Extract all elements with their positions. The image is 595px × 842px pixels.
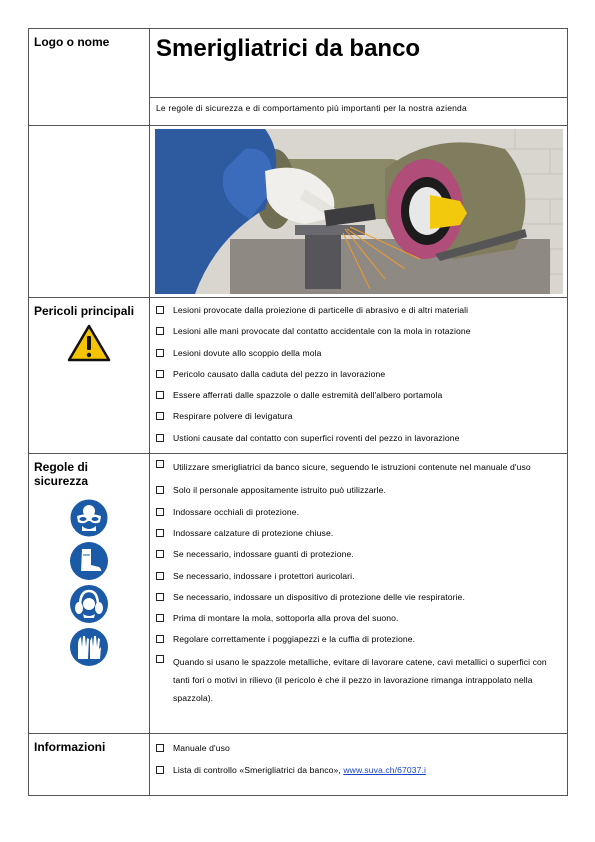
- dangers-list: [150, 298, 567, 445]
- info-label: Informazioni: [34, 740, 106, 755]
- safety-boots-icon: [69, 541, 109, 581]
- checklist-text: Lista di controllo «Smerigliatrici da banco»,: [173, 764, 344, 775]
- photo-cell: [150, 126, 568, 298]
- list-item: Lesioni provocate dalla proiezione di particelle di abrasivo e di altri materiali: [156, 304, 561, 317]
- list-item: Pericolo causato dalla caduta del pezzo in lavorazione: [156, 368, 561, 381]
- list-item: Quando si usano le spazzole metalliche, evitare di lavorare catene, cavi metallici o superfici con tanti fori o motivi in rilievo (il pericolo è che il pezzo in lavorazione rimanga intrappolato nella spazzola).: [156, 653, 561, 707]
- subtitle-cell: [150, 98, 568, 126]
- safety-goggles-icon: [69, 498, 109, 538]
- page-subtitle: Le regole di sicurezza e di comportamento più importanti per la nostra azienda: [156, 103, 467, 113]
- dangers-list-cell: [150, 298, 568, 454]
- bench-grinder-photo: [155, 129, 563, 294]
- list-item: Respirare polvere di levigatura: [156, 410, 561, 423]
- list-item: Essere afferrati dalle spazzole o dalle estremità dell'albero portamola: [156, 389, 561, 402]
- info-list-cell: [150, 734, 568, 796]
- warning-triangle-icon: [67, 324, 111, 362]
- logo-cell: [29, 29, 150, 126]
- list-item: Lesioni alle mani provocate dal contatto accidentale con la mola in rotazione: [156, 325, 561, 338]
- dangers-label-cell: [29, 298, 150, 454]
- list-item: Solo il personale appositamente istruito può utilizzarle.: [156, 484, 561, 497]
- list-item: Se necessario, indossare un dispositivo di protezione delle vie respiratorie.: [156, 591, 561, 604]
- checklist-item: [156, 764, 561, 777]
- ear-protection-icon: [69, 584, 109, 624]
- rules-label: Regole di sicurezza: [34, 460, 89, 489]
- photo-left-cell: [29, 126, 150, 298]
- title-cell: [150, 29, 568, 98]
- document-sheet: [28, 28, 567, 790]
- page-title: Smerigliatrici da banco: [156, 35, 421, 62]
- info-label-cell: [29, 734, 150, 796]
- list-item: Indossare calzature di protezione chiuse.: [156, 527, 561, 540]
- rules-label-cell: [29, 454, 150, 734]
- rules-list-cell: [150, 454, 568, 734]
- info-list: [150, 734, 567, 777]
- list-item: Ustioni causate dal contatto con superfici roventi del pezzo in lavorazione: [156, 432, 561, 445]
- checklist-link[interactable]: www.suva.ch/67037.i: [343, 764, 426, 775]
- list-item: Lesioni dovute allo scoppio della mola: [156, 347, 561, 360]
- safety-gloves-icon: [69, 627, 109, 667]
- list-item: Se necessario, indossare guanti di protezione.: [156, 548, 561, 561]
- dangers-label: Pericoli principali: [34, 304, 135, 318]
- manual-item: Manuale d'uso: [156, 742, 561, 755]
- logo-label: Logo o nome: [34, 35, 110, 49]
- rules-list: [150, 454, 567, 707]
- list-item: Utilizzare smerigliatrici da banco sicure, seguendo le istruzioni contenute nel manuale d'uso: [156, 458, 561, 476]
- list-item: Se necessario, indossare i protettori auricolari.: [156, 570, 561, 583]
- list-item: Prima di montare la mola, sottoporla alla prova del suono.: [156, 612, 561, 625]
- list-item: Indossare occhiali di protezione.: [156, 506, 561, 519]
- list-item: Regolare correttamente i poggiapezzi e la cuffia di protezione.: [156, 633, 561, 646]
- safety-sheet-table: [28, 28, 568, 796]
